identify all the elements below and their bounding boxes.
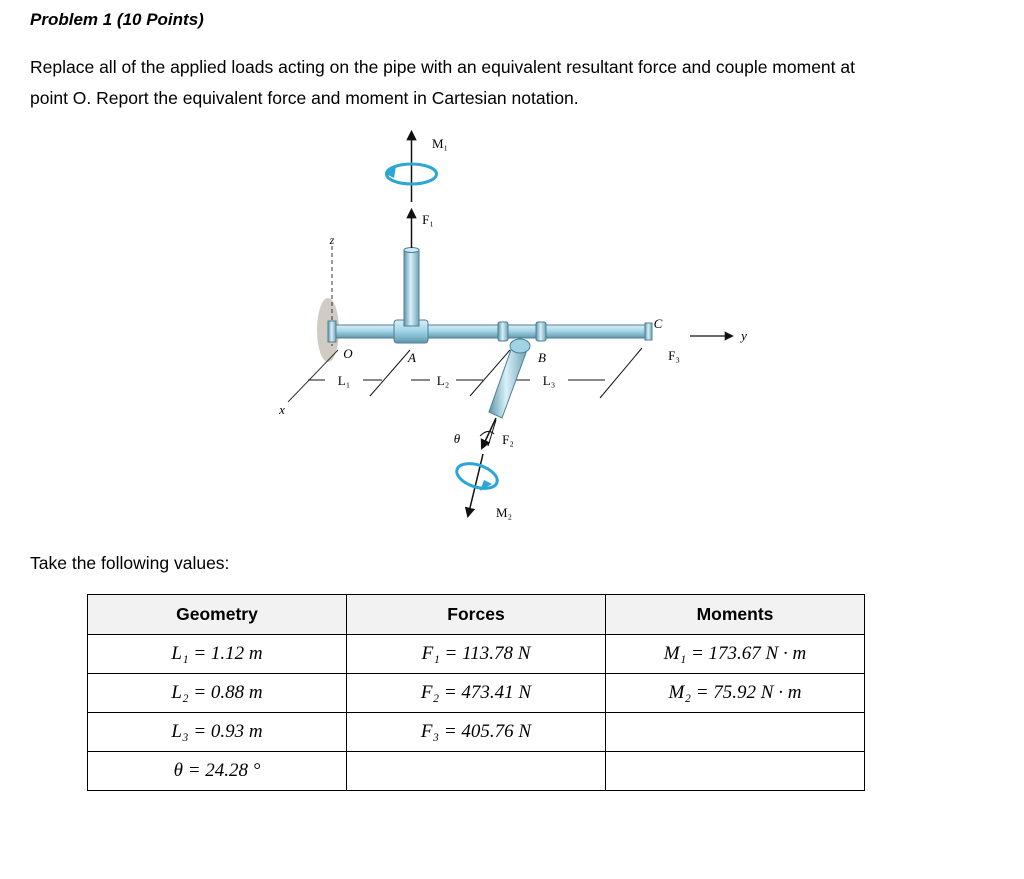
pipe-diagonal-elbow [510,339,530,353]
prompt-line-1: Replace all of the applied loads acting on the pipe with an equivalent resultant force and couple moment at [30,57,855,77]
table-header-row [88,595,865,635]
label-L3: L₃ [542,373,556,388]
cell-geometry: L₁ = 1.12 m [88,635,347,674]
label-y: y [741,328,747,343]
problem-prompt [30,52,990,114]
cell-geometry: θ = 24.28 ° [88,752,347,791]
label-C: C [653,316,663,331]
pipe-figure [270,118,770,530]
header-moments: Moments [606,595,865,635]
label-B: B [538,350,546,365]
label-theta: θ [453,431,461,446]
table-row [88,674,865,713]
cell-geometry: L₃ = 0.93 m [88,713,347,752]
header-geometry: Geometry [88,595,347,635]
prompt-line-2: point O. Report the equivalent force and moment in Cartesian notation. [30,88,579,108]
values-table [87,594,865,791]
label-M2: M₂ [495,505,513,520]
pipe-horizontal [332,325,652,338]
cell-geometry: L₂ = 0.88 m [88,674,347,713]
header-forces: Forces [347,595,606,635]
label-L1: L₁ [337,373,351,388]
pipe-diagonal [489,344,527,418]
cell-force: F₁ = 113.78 N [347,635,606,674]
label-L2: L₂ [436,373,450,388]
pipe-vertical [404,250,419,326]
cell-moment: M₁ = 173.67 N · m [606,635,865,674]
dimension-lines [308,348,642,398]
flange-O [328,321,336,342]
table-row [88,635,865,674]
table-row [88,713,865,752]
cell-force: F₂ = 473.41 N [347,674,606,713]
pipe-vertical-top [404,248,419,253]
problem-title: Problem 1 (10 Points) [30,10,204,29]
table-row [88,752,865,791]
label-z: z [329,233,335,247]
cell-force: F₃ = 405.76 N [347,713,606,752]
fitting-B1 [498,322,508,341]
x-axis [288,350,338,402]
cell-moment: M₂ = 75.92 N · m [606,674,865,713]
cell-moment [606,752,865,791]
fitting-B2 [536,322,546,341]
label-F3: F₃ [668,348,680,363]
label-M1: M₁ [431,136,449,151]
take-values-label: Take the following values: [30,553,230,573]
label-A: A [408,350,416,365]
label-O: O [343,346,353,361]
cell-force [347,752,606,791]
cell-moment [606,713,865,752]
label-F1: F₁ [422,212,434,227]
label-x: x [279,402,285,417]
label-F2: F₂ [502,432,514,447]
fitting-C [645,323,652,340]
